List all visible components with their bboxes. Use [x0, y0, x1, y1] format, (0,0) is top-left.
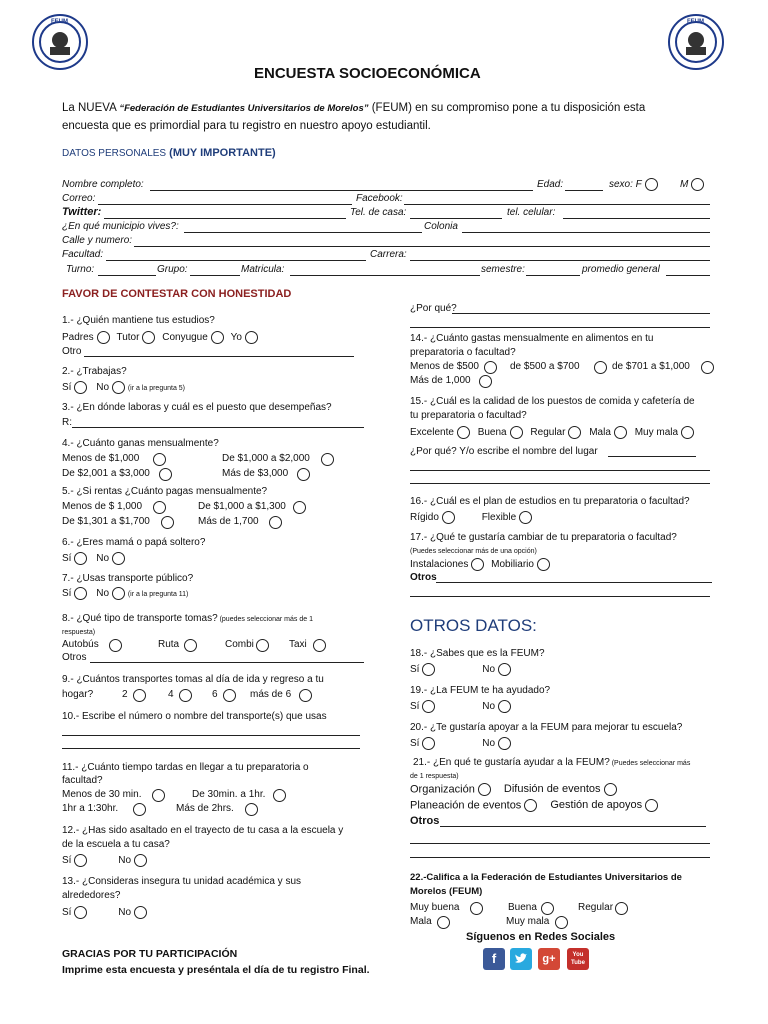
q13-si-radio[interactable] [74, 906, 87, 919]
edad-field[interactable] [565, 190, 603, 191]
q1-tutor-radio[interactable] [142, 331, 155, 344]
q8-opt-c: Combi [225, 639, 254, 650]
semestre-field[interactable] [526, 275, 580, 276]
nombre-label: Nombre completo: [62, 179, 144, 190]
q7-text: 7.- ¿Usas transporte público? [62, 573, 194, 584]
q15-muymala-radio[interactable] [681, 426, 694, 439]
q8-text: 8.- ¿Qué tipo de transporte tomas? (puedes seleccionar más de 1 [62, 613, 313, 624]
q9-opt-b: 4 [168, 689, 174, 700]
q14-opt-a: Menos de $500 [410, 361, 479, 372]
q1-padres-radio[interactable] [97, 331, 110, 344]
q1-yo-radio[interactable] [245, 331, 258, 344]
q21-note-2: de 1 respuesta) [410, 773, 459, 780]
municipio-label: ¿En qué municipio vives?: [62, 221, 179, 232]
q13-text-2: alrededores? [62, 890, 121, 901]
q17-note: (Puedes seleccionar más de una opción) [410, 548, 537, 555]
siguenos-text: Síguenos en Redes Sociales [466, 931, 616, 943]
matricula-label: Matricula: [241, 264, 285, 275]
q16-rigido-radio[interactable] [442, 511, 455, 524]
q19-text: 19.- ¿La FEUM te ha ayudado? [410, 685, 551, 696]
q17-otros-label: Otros [410, 572, 437, 583]
edad-label: Edad: [537, 179, 564, 190]
q14-a-radio[interactable] [484, 361, 497, 374]
twitter-label: Twitter: [62, 206, 102, 218]
feum-logo-left [32, 14, 88, 70]
telcasa-label: Tel. de casa: [350, 207, 407, 218]
q21-text: 21.- ¿En qué te gustaría ayudar a la FEUM? (Puedes seleccionar más [413, 757, 691, 768]
q17-options: Instalaciones Mobiliario [410, 558, 550, 571]
q21-gestion-radio[interactable] [645, 799, 658, 812]
q15-buena-radio[interactable] [510, 426, 523, 439]
q17-mobiliario-radio[interactable] [537, 558, 550, 571]
colonia-label: Colonia [424, 221, 458, 232]
q15-text-2: tu preparatoria o facultad? [410, 410, 527, 421]
q22-muymala-radio[interactable] [555, 916, 568, 929]
q15-porque-line-2[interactable] [410, 470, 710, 471]
gracias-text: GRACIAS POR TU PARTICIPACIÓN [62, 948, 238, 960]
q14-b-radio[interactable] [594, 361, 607, 374]
favor-heading: FAVOR DE CONTESTAR CON HONESTIDAD [62, 288, 292, 300]
q13-text: 13.- ¿Consideras insegura tu unidad académica y sus [62, 876, 302, 887]
q18-text: 18.- ¿Sabes que es la FEUM? [410, 648, 545, 659]
q9-mas6-radio[interactable] [299, 689, 312, 702]
q9-text: 9.- ¿Cuántos transportes tomas al día de ida y regreso a tu [62, 674, 324, 685]
page-title: ENCUESTA SOCIOECONÓMICA [254, 65, 481, 82]
q10-line-2[interactable] [62, 748, 360, 749]
q14-d-radio[interactable] [479, 375, 492, 388]
q3-answer-field[interactable] [72, 427, 364, 428]
telcel-field[interactable] [563, 218, 710, 219]
q2-text: 2.- ¿Trabajas? [62, 366, 127, 377]
sexo-label: sexo: F [609, 178, 658, 191]
q18-si-radio[interactable] [422, 663, 435, 676]
q21-planeacion-radio[interactable] [524, 799, 537, 812]
bird-icon [514, 952, 528, 966]
q11-d-radio[interactable] [245, 803, 258, 816]
q11-text-2: facultad? [62, 775, 103, 786]
q6-options: Sí No [62, 552, 125, 565]
q19-options: Sí No [410, 700, 511, 713]
q16-text: 16.- ¿Cuál es el plan de estudios en tu preparatoria o facultad? [410, 496, 690, 507]
q12-text: 12.- ¿Has sido asaltado en el trayecto de tu casa a la escuela y [62, 825, 344, 836]
q22-buena-radio[interactable] [541, 902, 554, 915]
q8-otros-field[interactable] [90, 662, 364, 663]
q7-options: Sí No (ir a la pregunta 11) [62, 588, 189, 600]
q15-text: 15.- ¿Cuál es la calidad de los puestos de comida y cafetería de [410, 396, 695, 407]
calle-label: Calle y numero: [62, 235, 133, 246]
q18-options: Sí No [410, 663, 511, 676]
q2-si-radio[interactable] [74, 381, 87, 394]
q22-opt-d: Mala [410, 916, 432, 927]
q20-options: Sí No [410, 737, 511, 750]
q11-a-radio[interactable] [152, 789, 165, 802]
q17-text: 17.- ¿Qué te gustaría cambiar de tu preparatoria o facultad? [410, 532, 677, 543]
q3-r-label: R: [62, 417, 72, 428]
feum-logo-right [668, 14, 724, 70]
youtube-icon[interactable]: You Tube [567, 948, 589, 970]
q22-text: 22.-Califica a la Federación de Estudiantes Universitarios de [410, 872, 682, 883]
googleplus-icon[interactable]: g+ [538, 948, 560, 970]
q8-autobus-radio[interactable] [109, 639, 122, 652]
q21-organizacion-radio[interactable] [478, 783, 491, 796]
q8-opt-a: Autobús [62, 639, 99, 650]
facultad-label: Facultad: [62, 249, 104, 260]
q17-instalaciones-radio[interactable] [471, 558, 484, 571]
q19-si-radio[interactable] [422, 700, 435, 713]
q22-regular-radio[interactable] [615, 902, 628, 915]
carrera-field[interactable] [410, 260, 710, 261]
q15-porque-label: ¿Por qué? Y/o escribe el nombre del lugar [410, 446, 598, 457]
carrera-label: Carrera: [370, 249, 407, 260]
q15-porque-line-3[interactable] [410, 483, 710, 484]
q5-opt-b: De $1,000 a $1,300 [198, 501, 286, 512]
q12-text-2: de la escuela a tu casa? [62, 839, 170, 850]
q4-opt-c: De $2,001 a $3,000 [62, 468, 150, 479]
q11-opt-d: Más de 2hrs. [176, 803, 234, 814]
turno-label: Turno: [66, 264, 95, 275]
q2-options: Sí No (ir a la pregunta 5) [62, 382, 186, 394]
intro-line-1: La NUEVA “Federación de Estudiantes Universitarios de Morelos” (FEUM) en su compromiso pone a tu disposición esta [62, 102, 646, 114]
q6-text: 6.- ¿Eres mamá o papá soltero? [62, 537, 206, 548]
q5-text: 5.- ¿Si rentas ¿Cuánto pagas mensualmente? [62, 486, 268, 497]
q22-muybuena-radio[interactable] [470, 902, 483, 915]
q1-otro-label: Otro [62, 346, 82, 357]
q9-4-radio[interactable] [179, 689, 192, 702]
q15-regular-radio[interactable] [568, 426, 581, 439]
q4-opt-d: Más de $3,000 [222, 468, 289, 479]
q5-a-radio[interactable] [153, 501, 166, 514]
q17-otros-line-2[interactable] [410, 596, 710, 597]
q7-si-radio[interactable] [74, 587, 87, 600]
telcasa-field[interactable] [410, 218, 502, 219]
q14-opt-b: de $500 a $700 [510, 361, 580, 372]
telcel-label: tel. celular: [507, 207, 556, 218]
porque-line-2[interactable] [410, 327, 710, 328]
semestre-label: semestre: [481, 264, 525, 275]
porque-label: ¿Por qué? [410, 303, 457, 314]
q14-c-radio[interactable] [701, 361, 714, 374]
logo-text: FEUM [51, 19, 68, 25]
q9-text-2: hogar? [62, 689, 94, 700]
facebook-icon[interactable]: f [483, 948, 505, 970]
otros-datos-heading: OTROS DATOS: [410, 616, 537, 635]
nombre-field[interactable] [150, 190, 533, 191]
q15-options: Excelente Buena Regular Mala Muy mala [410, 426, 694, 439]
q4-opt-a: Menos de $1,000 [62, 453, 140, 464]
q11-opt-c: 1hr a 1:30hr. [62, 803, 119, 814]
q17-otros-line-1[interactable] [436, 582, 712, 583]
imprime-text: Imprime esta encuesta y preséntala el día de tu registro Final. [62, 964, 370, 976]
q15-mala-radio[interactable] [614, 426, 627, 439]
q22-mala-radio[interactable] [437, 916, 450, 929]
q13-no-radio[interactable] [134, 906, 147, 919]
q4-d-radio[interactable] [297, 468, 310, 481]
promedio-label: promedio general [582, 264, 660, 275]
q21-otros-line-2[interactable] [410, 843, 710, 844]
correo-label: Correo: [62, 193, 96, 204]
q1-otro-field[interactable] [84, 356, 354, 357]
grupo-label: Grupo: [157, 264, 188, 275]
q15-porque-line-1[interactable] [608, 456, 696, 457]
q20-text: 20.- ¿Te gustaría apoyar a la FEUM para mejorar tu escuela? [410, 722, 683, 733]
turno-field[interactable] [98, 275, 156, 276]
q4-c-radio[interactable] [159, 468, 172, 481]
q9-opt-d: más de 6 [250, 689, 292, 700]
promedio-field[interactable] [666, 275, 710, 276]
facebook-label: Facebook: [356, 193, 403, 204]
q20-no-radio[interactable] [498, 737, 511, 750]
q13-options: Sí No [62, 906, 147, 919]
q14-opt-c: de $701 a $1,000 [612, 361, 690, 372]
q3-text: 3.- ¿En dónde laboras y cuál es el puesto que desempeñas? [62, 402, 332, 413]
sexo-m-label: M [680, 178, 704, 191]
q12-no-radio[interactable] [134, 854, 147, 867]
calle-field[interactable] [134, 246, 710, 247]
q22-opt-b: Buena [508, 902, 537, 913]
q1-options: Padres Tutor Conyugue Yo [62, 331, 258, 344]
twitter-field[interactable] [104, 218, 346, 219]
grupo-field[interactable] [190, 275, 240, 276]
logo-text: FEUM [687, 19, 704, 25]
q5-b-radio[interactable] [293, 501, 306, 514]
q22-opt-a: Muy buena [410, 902, 460, 913]
q15-excelente-radio[interactable] [457, 426, 470, 439]
q22-opt-e: Muy mala [506, 916, 550, 927]
colonia-field[interactable] [462, 232, 710, 233]
personal-heading: DATOS PERSONALES (MUY IMPORTANTE) [62, 147, 276, 159]
q11-text: 11.- ¿Cuánto tiempo tardas en llegar a tu preparatoria o [62, 762, 309, 773]
q10-line-1[interactable] [62, 735, 360, 736]
q1-conyugue-radio[interactable] [211, 331, 224, 344]
q11-opt-a: Menos de 30 min. [62, 789, 142, 800]
correo-field[interactable] [98, 204, 352, 205]
q5-opt-a: Menos de $ 1,000 [62, 501, 143, 512]
q6-si-radio[interactable] [74, 552, 87, 565]
q9-opt-c: 6 [212, 689, 218, 700]
sexo-m-radio[interactable] [691, 178, 704, 191]
q5-d-radio[interactable] [269, 516, 282, 529]
q16-flexible-radio[interactable] [519, 511, 532, 524]
q12-si-radio[interactable] [74, 854, 87, 867]
q21-otros-label: Otros [410, 815, 440, 827]
q4-a-radio[interactable] [153, 453, 166, 466]
facebook-field[interactable] [404, 204, 710, 205]
q8-opt-b: Ruta [158, 639, 180, 650]
q7-no-radio[interactable] [112, 587, 125, 600]
q20-si-radio[interactable] [422, 737, 435, 750]
q21-otros-line-1[interactable] [440, 826, 706, 827]
q6-no-radio[interactable] [112, 552, 125, 565]
intro-line-2: encuesta que es primordial para tu registro en nuestro apoyo estudiantil. [62, 120, 431, 132]
q4-text: 4.- ¿Cuánto ganas mensualmente? [62, 438, 219, 449]
q16-options: Rígido Flexible [410, 511, 532, 524]
q18-no-radio[interactable] [498, 663, 511, 676]
q11-b-radio[interactable] [273, 789, 286, 802]
twitter-icon[interactable] [510, 948, 532, 970]
q8-note-2: respuesta) [62, 629, 96, 636]
q21-difusion-radio[interactable] [604, 783, 617, 796]
q19-no-radio[interactable] [498, 700, 511, 713]
porque-line-1[interactable] [452, 313, 710, 314]
q5-c-radio[interactable] [161, 516, 174, 529]
q5-opt-c: De $1,301 a $1,700 [62, 516, 150, 527]
q14-text-2: preparatoria o facultad? [410, 347, 516, 358]
q10-text: 10.- Escribe el número o nombre del transporte(s) que usas [62, 711, 327, 722]
q12-options: Sí No [62, 854, 147, 867]
q2-no-radio[interactable] [112, 381, 125, 394]
municipio-field[interactable] [184, 232, 422, 233]
q8-ruta-radio[interactable] [184, 639, 197, 652]
q14-opt-d: Más de 1,000 [410, 375, 471, 386]
q21-row-2: Planeación de eventos Gestión de apoyos [410, 799, 658, 812]
matricula-field[interactable] [290, 275, 480, 276]
sexo-f-radio[interactable] [645, 178, 658, 191]
q9-2-radio[interactable] [133, 689, 146, 702]
q21-row-1: Organización Difusión de eventos [410, 783, 617, 796]
q4-opt-b: De $1,000 a $2,000 [222, 453, 310, 464]
q9-6-radio[interactable] [223, 689, 236, 702]
facultad-field[interactable] [106, 260, 366, 261]
q11-c-radio[interactable] [133, 803, 146, 816]
q22-opt-c: Regular [578, 902, 614, 913]
q22-text-2: Morelos (FEUM) [410, 886, 483, 897]
q8-taxi-radio[interactable] [313, 639, 326, 652]
q4-b-radio[interactable] [321, 453, 334, 466]
q8-otros-label: Otros [62, 652, 87, 663]
q5-opt-d: Más de 1,700 [198, 516, 259, 527]
q8-opt-d: Taxi [289, 639, 307, 650]
q21-otros-line-3[interactable] [410, 857, 710, 858]
q9-opt-a: 2 [122, 689, 128, 700]
q8-combi-radio[interactable] [256, 639, 269, 652]
q1-text: 1.- ¿Quién mantiene tus estudios? [62, 315, 215, 326]
q11-opt-b: De 30min. a 1hr. [192, 789, 266, 800]
q14-text: 14.- ¿Cuánto gastas mensualmente en alimentos en tu [410, 333, 654, 344]
